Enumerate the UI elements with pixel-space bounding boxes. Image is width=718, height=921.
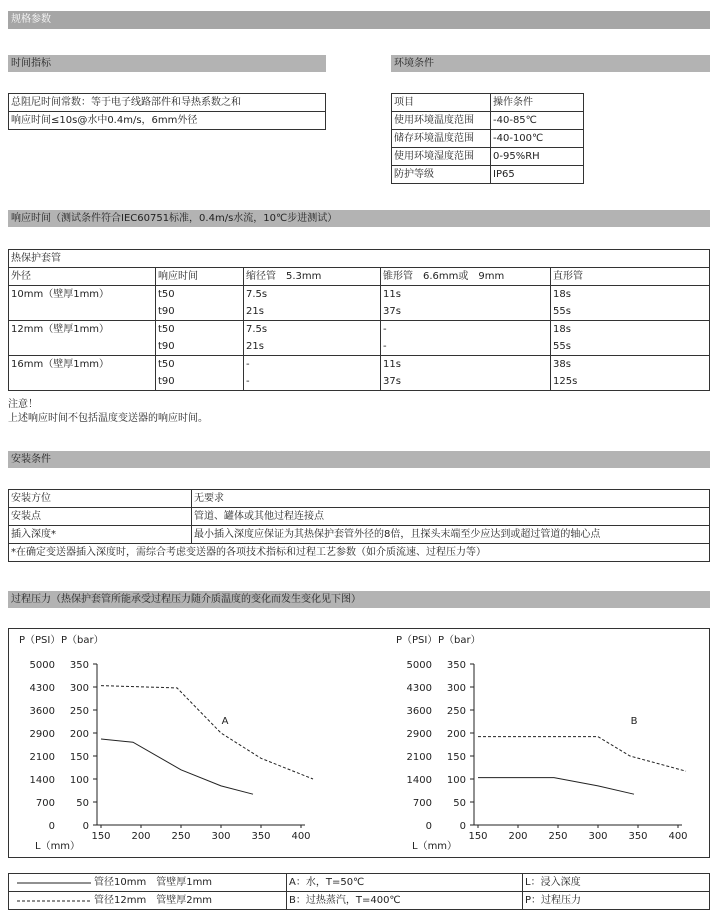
y-tick-label-bar: 0 [82, 821, 89, 832]
response-diameter: 10mm（壁厚1mm） [9, 286, 156, 321]
install-cell: 插入深度* [9, 526, 192, 544]
y-tick-label-bar: 150 [69, 752, 89, 763]
response-diameter: 12mm（壁厚1mm） [9, 321, 156, 356]
pressure-heading: 过程压力（热保护套管所能承受过程压力随介质温度的变化而发生变化见下图） [8, 591, 710, 608]
env-cell: 防护等级 [392, 166, 491, 184]
response-note-title: 注意！ [8, 399, 38, 410]
y-tick-label-bar: 50 [453, 798, 466, 809]
x-tick-label: 250 [548, 831, 568, 842]
x-tick-label: 350 [628, 831, 648, 842]
response-reduced: 7.5s 21s [244, 286, 381, 321]
y-tick-label-bar: 350 [69, 660, 89, 671]
y-tick-label-psi: 1400 [406, 775, 432, 786]
time-index-row: 响应时间≤10s@水中0.4m/s，6mm外径 [9, 112, 326, 130]
env-cell: -40-85℃ [491, 112, 584, 130]
page-header: 规格参数 [8, 11, 710, 29]
env-cell: 0-95%RH [491, 148, 584, 166]
response-tapered: 11s 37s [381, 356, 551, 391]
install-cell: 管道、罐体或其他过程连接点 [192, 508, 710, 526]
y-tick-label-psi: 4300 [406, 683, 432, 694]
y-tick-label-psi: 2100 [406, 752, 432, 763]
install-cell: 安装方位 [9, 490, 192, 508]
response-heading: 响应时间（测试条件符合IEC60751标准，0.4m/s水流，10℃步进测试） [8, 210, 710, 227]
y-tick-label-psi: 3600 [29, 706, 55, 717]
y-tick-label-bar: 200 [446, 729, 466, 740]
response-table-title: 热保护套管 [9, 250, 710, 268]
series-dashed-line [101, 686, 313, 779]
env-cell: 储存环境温度范围 [392, 130, 491, 148]
y-tick-label-psi: 1400 [29, 775, 55, 786]
x-tick-label: 400 [668, 831, 688, 842]
response-col-header: 外径 [9, 268, 156, 286]
legend-dashed: 管径12mm 管壁厚2mm [9, 892, 287, 910]
x-tick-label: 300 [211, 831, 231, 842]
install-cell: 最小插入深度应保证为其热保护套管外径的8倍，且探头末端至少应达到或超过管道的轴心点 [192, 526, 710, 544]
solid-line-sample [17, 878, 91, 888]
y-tick-label-bar: 100 [69, 775, 89, 786]
legend-table [8, 873, 710, 910]
response-col-header: 缩径管 5.3mm [244, 268, 381, 286]
x-tick-label: 200 [131, 831, 151, 842]
x-tick-label: 250 [171, 831, 191, 842]
response-time: t50 t90 [156, 286, 244, 321]
y-tick-label-bar: 250 [446, 706, 466, 717]
environment-table [391, 93, 584, 184]
series-solid-line [478, 778, 634, 795]
x-tick-label: 150 [468, 831, 488, 842]
env-cell: IP65 [491, 166, 584, 184]
response-straight: 18s 55s [551, 286, 710, 321]
env-cell: -40-100℃ [491, 130, 584, 148]
legend-solid: 管径10mm 管壁厚1mm [9, 874, 287, 892]
x-tick-label: 150 [91, 831, 111, 842]
legend-abbr-l: L：浸入深度 [523, 874, 710, 892]
env-cell: 项目 [392, 94, 491, 112]
installation-heading: 安装条件 [8, 451, 710, 468]
y-tick-label-psi: 0 [425, 821, 432, 832]
response-time: t50 t90 [156, 321, 244, 356]
response-col-header: 响应时间 [156, 268, 244, 286]
y-tick-label-bar: 250 [69, 706, 89, 717]
ylabel-bar: P（bar） [61, 635, 104, 646]
y-tick-label-psi: 2900 [406, 729, 432, 740]
y-tick-label-psi: 5000 [29, 660, 55, 671]
installation-table [8, 489, 710, 562]
y-tick-label-psi: 2100 [29, 752, 55, 763]
y-tick-label-bar: 150 [446, 752, 466, 763]
time-index-heading: 时间指标 [8, 55, 326, 72]
y-tick-label-psi: 2900 [29, 729, 55, 740]
legend-medium-b: B：过热蒸汽，T=400℃ [287, 892, 523, 910]
env-cell: 使用环境湿度范围 [392, 148, 491, 166]
dashed-line-sample [17, 896, 91, 906]
response-reduced: - - [244, 356, 381, 391]
x-tick-label: 350 [251, 831, 271, 842]
response-straight: 18s 55s [551, 321, 710, 356]
response-reduced: 7.5s 21s [244, 321, 381, 356]
response-diameter: 16mm（壁厚1mm） [9, 356, 156, 391]
x-axis-label: L（mm） [412, 841, 458, 852]
ylabel-bar: P（bar） [438, 635, 481, 646]
ylabel-psi: P（PSI） [396, 635, 438, 646]
y-tick-label-bar: 300 [69, 683, 89, 694]
install-footnote: *在确定变送器插入深度时，需综合考虑变送器的各项技术指标和过程工艺参数（如介质流速、过程压力等） [9, 544, 710, 562]
y-tick-label-psi: 700 [35, 798, 55, 809]
y-tick-label-bar: 200 [69, 729, 89, 740]
x-tick-label: 300 [588, 831, 608, 842]
y-tick-label-bar: 100 [446, 775, 466, 786]
y-tick-label-bar: 350 [446, 660, 466, 671]
x-axis-label: L（mm） [35, 841, 81, 852]
response-tapered: - - [381, 321, 551, 356]
panel-label: A [221, 715, 229, 727]
y-tick-label-psi: 0 [48, 821, 55, 832]
y-tick-label-bar: 300 [446, 683, 466, 694]
pressure-charts-box [8, 628, 710, 858]
install-cell: 无要求 [192, 490, 710, 508]
time-index-table [8, 93, 326, 130]
y-tick-label-psi: 4300 [29, 683, 55, 694]
time-index-row: 总阻尼时间常数：等于电子线路部件和导热系数之和 [9, 94, 326, 112]
y-tick-label-bar: 50 [76, 798, 89, 809]
y-tick-label-bar: 0 [459, 821, 466, 832]
env-cell: 使用环境温度范围 [392, 112, 491, 130]
response-col-header: 锥形管 6.6mm或 9mm [381, 268, 551, 286]
install-cell: 安装点 [9, 508, 192, 526]
response-time: t50 t90 [156, 356, 244, 391]
response-col-header: 直形管 [551, 268, 710, 286]
env-cell: 操作条件 [491, 94, 584, 112]
x-tick-label: 400 [291, 831, 311, 842]
pressure-charts [9, 629, 709, 857]
response-straight: 38s 125s [551, 356, 710, 391]
response-table [8, 249, 710, 391]
response-note: 上述响应时间不包括温度变送器的响应时间。 [8, 413, 208, 424]
series-solid-line [101, 739, 253, 794]
series-dashed-line [478, 737, 686, 772]
ylabel-psi: P（PSI） [19, 635, 61, 646]
response-tapered: 11s 37s [381, 286, 551, 321]
y-tick-label-psi: 700 [412, 798, 432, 809]
x-tick-label: 200 [508, 831, 528, 842]
y-tick-label-psi: 5000 [406, 660, 432, 671]
environment-heading: 环境条件 [391, 55, 710, 72]
legend-medium-a: A：水，T=50℃ [287, 874, 523, 892]
legend-abbr-p: P：过程压力 [523, 892, 710, 910]
y-tick-label-psi: 3600 [406, 706, 432, 717]
panel-label: B [630, 715, 638, 727]
